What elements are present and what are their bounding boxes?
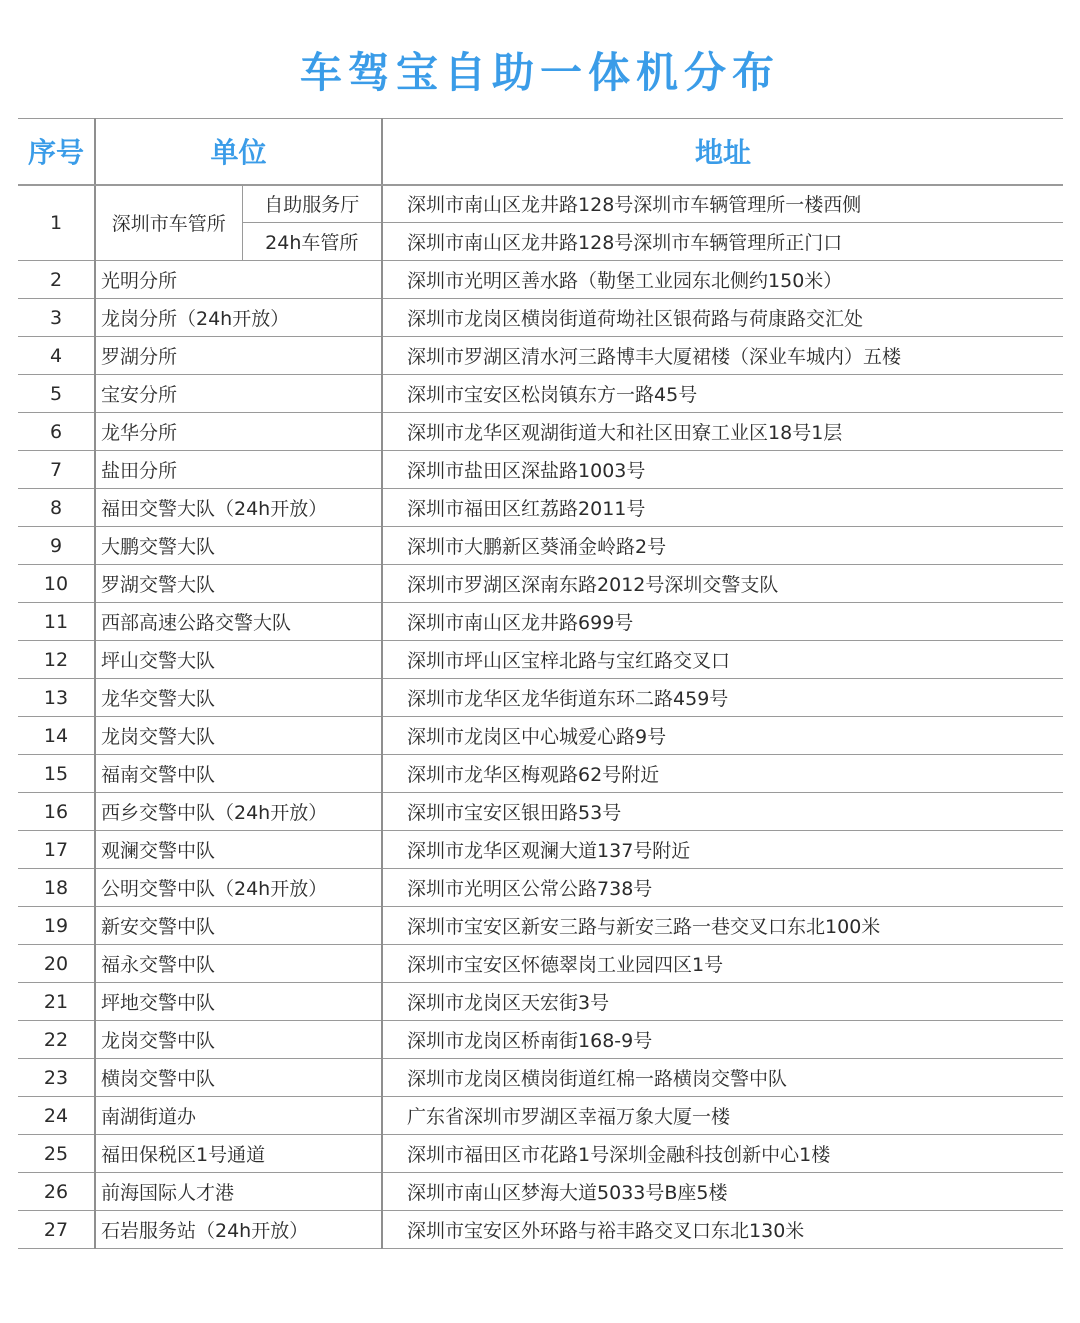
row-unit: 横岗交警中队 — [95, 1059, 382, 1097]
row-address: 广东省深圳市罗湖区幸福万象大厦一楼 — [382, 1097, 1063, 1135]
row-unit: 盐田分所 — [95, 451, 382, 489]
row-unit: 石岩服务站（24h开放） — [95, 1211, 382, 1249]
row-index: 14 — [18, 717, 95, 755]
table-row — [18, 603, 1063, 641]
row-address: 深圳市龙华区龙华街道东环二路459号 — [382, 679, 1063, 717]
distribution-table — [18, 118, 1063, 1249]
table-row — [18, 869, 1063, 907]
row-address: 深圳市福田区市花路1号深圳金融科技创新中心1楼 — [382, 1135, 1063, 1173]
row-unit: 光明分所 — [95, 261, 382, 299]
row-unit: 福田保税区1号通道 — [95, 1135, 382, 1173]
page-title: 车驾宝自助一体机分布 — [299, 48, 780, 97]
row-unit: 公明交警中队（24h开放） — [95, 869, 382, 907]
table-row — [18, 1097, 1063, 1135]
row-unit: 龙华交警大队 — [95, 679, 382, 717]
row-index: 23 — [18, 1059, 95, 1097]
table-row — [18, 983, 1063, 1021]
row-address: 深圳市罗湖区清水河三路博丰大厦裙楼（深业车城内）五楼 — [382, 337, 1063, 375]
row-index: 26 — [18, 1173, 95, 1211]
table-row — [18, 375, 1063, 413]
table-row — [18, 1211, 1063, 1249]
row-address: 深圳市大鹏新区葵涌金岭路2号 — [382, 527, 1063, 565]
row-index: 25 — [18, 1135, 95, 1173]
row-address: 深圳市南山区龙井路128号深圳市车辆管理所一楼西侧 — [382, 185, 1063, 223]
row-address: 深圳市南山区龙井路128号深圳市车辆管理所正门口 — [382, 223, 1063, 261]
row-unit: 罗湖分所 — [95, 337, 382, 375]
row-unit: 福南交警中队 — [95, 755, 382, 793]
row-address: 深圳市宝安区松岗镇东方一路45号 — [382, 375, 1063, 413]
row-index: 1 — [18, 185, 95, 261]
row-unit: 龙岗交警大队 — [95, 717, 382, 755]
row-index: 10 — [18, 565, 95, 603]
table-row — [18, 565, 1063, 603]
row-index: 17 — [18, 831, 95, 869]
row-address: 深圳市光明区公常公路738号 — [382, 869, 1063, 907]
row-index: 18 — [18, 869, 95, 907]
row-address: 深圳市宝安区外环路与裕丰路交叉口东北130米 — [382, 1211, 1063, 1249]
row-address: 深圳市龙岗区横岗街道红棉一路横岗交警中队 — [382, 1059, 1063, 1097]
row-unit: 罗湖交警大队 — [95, 565, 382, 603]
table-row — [18, 489, 1063, 527]
row-unit: 龙岗交警中队 — [95, 1021, 382, 1059]
table-row — [18, 717, 1063, 755]
row-unit: 坪山交警大队 — [95, 641, 382, 679]
row-index: 12 — [18, 641, 95, 679]
table-row — [18, 793, 1063, 831]
row-address: 深圳市罗湖区深南东路2012号深圳交警支队 — [382, 565, 1063, 603]
row-address: 深圳市宝安区怀德翠岗工业园四区1号 — [382, 945, 1063, 983]
sub-unit-name: 自助服务厅 — [242, 185, 382, 223]
row-index: 8 — [18, 489, 95, 527]
row-index: 21 — [18, 983, 95, 1021]
table-row — [18, 451, 1063, 489]
table-row — [18, 1021, 1063, 1059]
row-index: 27 — [18, 1211, 95, 1249]
table-row — [18, 299, 1063, 337]
row-address: 深圳市龙岗区中心城爱心路9号 — [382, 717, 1063, 755]
group-unit-name: 深圳市车管所 — [95, 185, 242, 261]
table-row — [18, 1059, 1063, 1097]
row-index: 9 — [18, 527, 95, 565]
row-unit: 福永交警中队 — [95, 945, 382, 983]
table-row — [18, 527, 1063, 565]
table-header-row — [18, 119, 1063, 185]
header-unit: 单位 — [95, 119, 382, 185]
row-index: 4 — [18, 337, 95, 375]
row-address: 深圳市南山区梦海大道5033号B座5楼 — [382, 1173, 1063, 1211]
row-address: 深圳市龙岗区桥南街168-9号 — [382, 1021, 1063, 1059]
row-unit: 西乡交警中队（24h开放） — [95, 793, 382, 831]
table-row — [18, 755, 1063, 793]
row-address: 深圳市宝安区新安三路与新安三路一巷交叉口东北100米 — [382, 907, 1063, 945]
table-row — [18, 907, 1063, 945]
row-address: 深圳市光明区善水路（勒堡工业园东北侧约150米） — [382, 261, 1063, 299]
table-row — [18, 413, 1063, 451]
table-row — [18, 185, 1063, 223]
row-unit: 西部高速公路交警大队 — [95, 603, 382, 641]
row-unit: 坪地交警中队 — [95, 983, 382, 1021]
row-unit: 前海国际人才港 — [95, 1173, 382, 1211]
row-unit: 福田交警大队（24h开放） — [95, 489, 382, 527]
row-index: 15 — [18, 755, 95, 793]
row-index: 16 — [18, 793, 95, 831]
row-address: 深圳市宝安区银田路53号 — [382, 793, 1063, 831]
table-row — [18, 679, 1063, 717]
row-index: 2 — [18, 261, 95, 299]
row-index: 13 — [18, 679, 95, 717]
table-row — [18, 641, 1063, 679]
row-unit: 龙华分所 — [95, 413, 382, 451]
row-index: 22 — [18, 1021, 95, 1059]
row-index: 3 — [18, 299, 95, 337]
row-index: 11 — [18, 603, 95, 641]
row-unit: 观澜交警中队 — [95, 831, 382, 869]
row-unit: 新安交警中队 — [95, 907, 382, 945]
row-address: 深圳市龙华区观湖街道大和社区田寮工业区18号1层 — [382, 413, 1063, 451]
row-address: 深圳市福田区红荔路2011号 — [382, 489, 1063, 527]
row-index: 24 — [18, 1097, 95, 1135]
table-row — [18, 1173, 1063, 1211]
row-index: 20 — [18, 945, 95, 983]
row-unit: 南湖街道办 — [95, 1097, 382, 1135]
row-index: 5 — [18, 375, 95, 413]
row-unit: 宝安分所 — [95, 375, 382, 413]
row-address: 深圳市坪山区宝梓北路与宝红路交叉口 — [382, 641, 1063, 679]
row-unit: 龙岗分所（24h开放） — [95, 299, 382, 337]
sub-unit-name: 24h车管所 — [242, 223, 382, 261]
table-row — [18, 831, 1063, 869]
row-index: 7 — [18, 451, 95, 489]
row-address: 深圳市南山区龙井路699号 — [382, 603, 1063, 641]
row-index: 19 — [18, 907, 95, 945]
table-row — [18, 261, 1063, 299]
header-index: 序号 — [18, 119, 95, 185]
header-address: 地址 — [382, 119, 1063, 185]
row-address: 深圳市龙华区梅观路62号附近 — [382, 755, 1063, 793]
table-row — [18, 1135, 1063, 1173]
table-row — [18, 337, 1063, 375]
row-address: 深圳市龙岗区天宏街3号 — [382, 983, 1063, 1021]
table-row — [18, 945, 1063, 983]
row-unit: 大鹏交警大队 — [95, 527, 382, 565]
row-address: 深圳市龙岗区横岗街道荷坳社区银荷路与荷康路交汇处 — [382, 299, 1063, 337]
row-index: 6 — [18, 413, 95, 451]
row-address: 深圳市盐田区深盐路1003号 — [382, 451, 1063, 489]
row-address: 深圳市龙华区观澜大道137号附近 — [382, 831, 1063, 869]
